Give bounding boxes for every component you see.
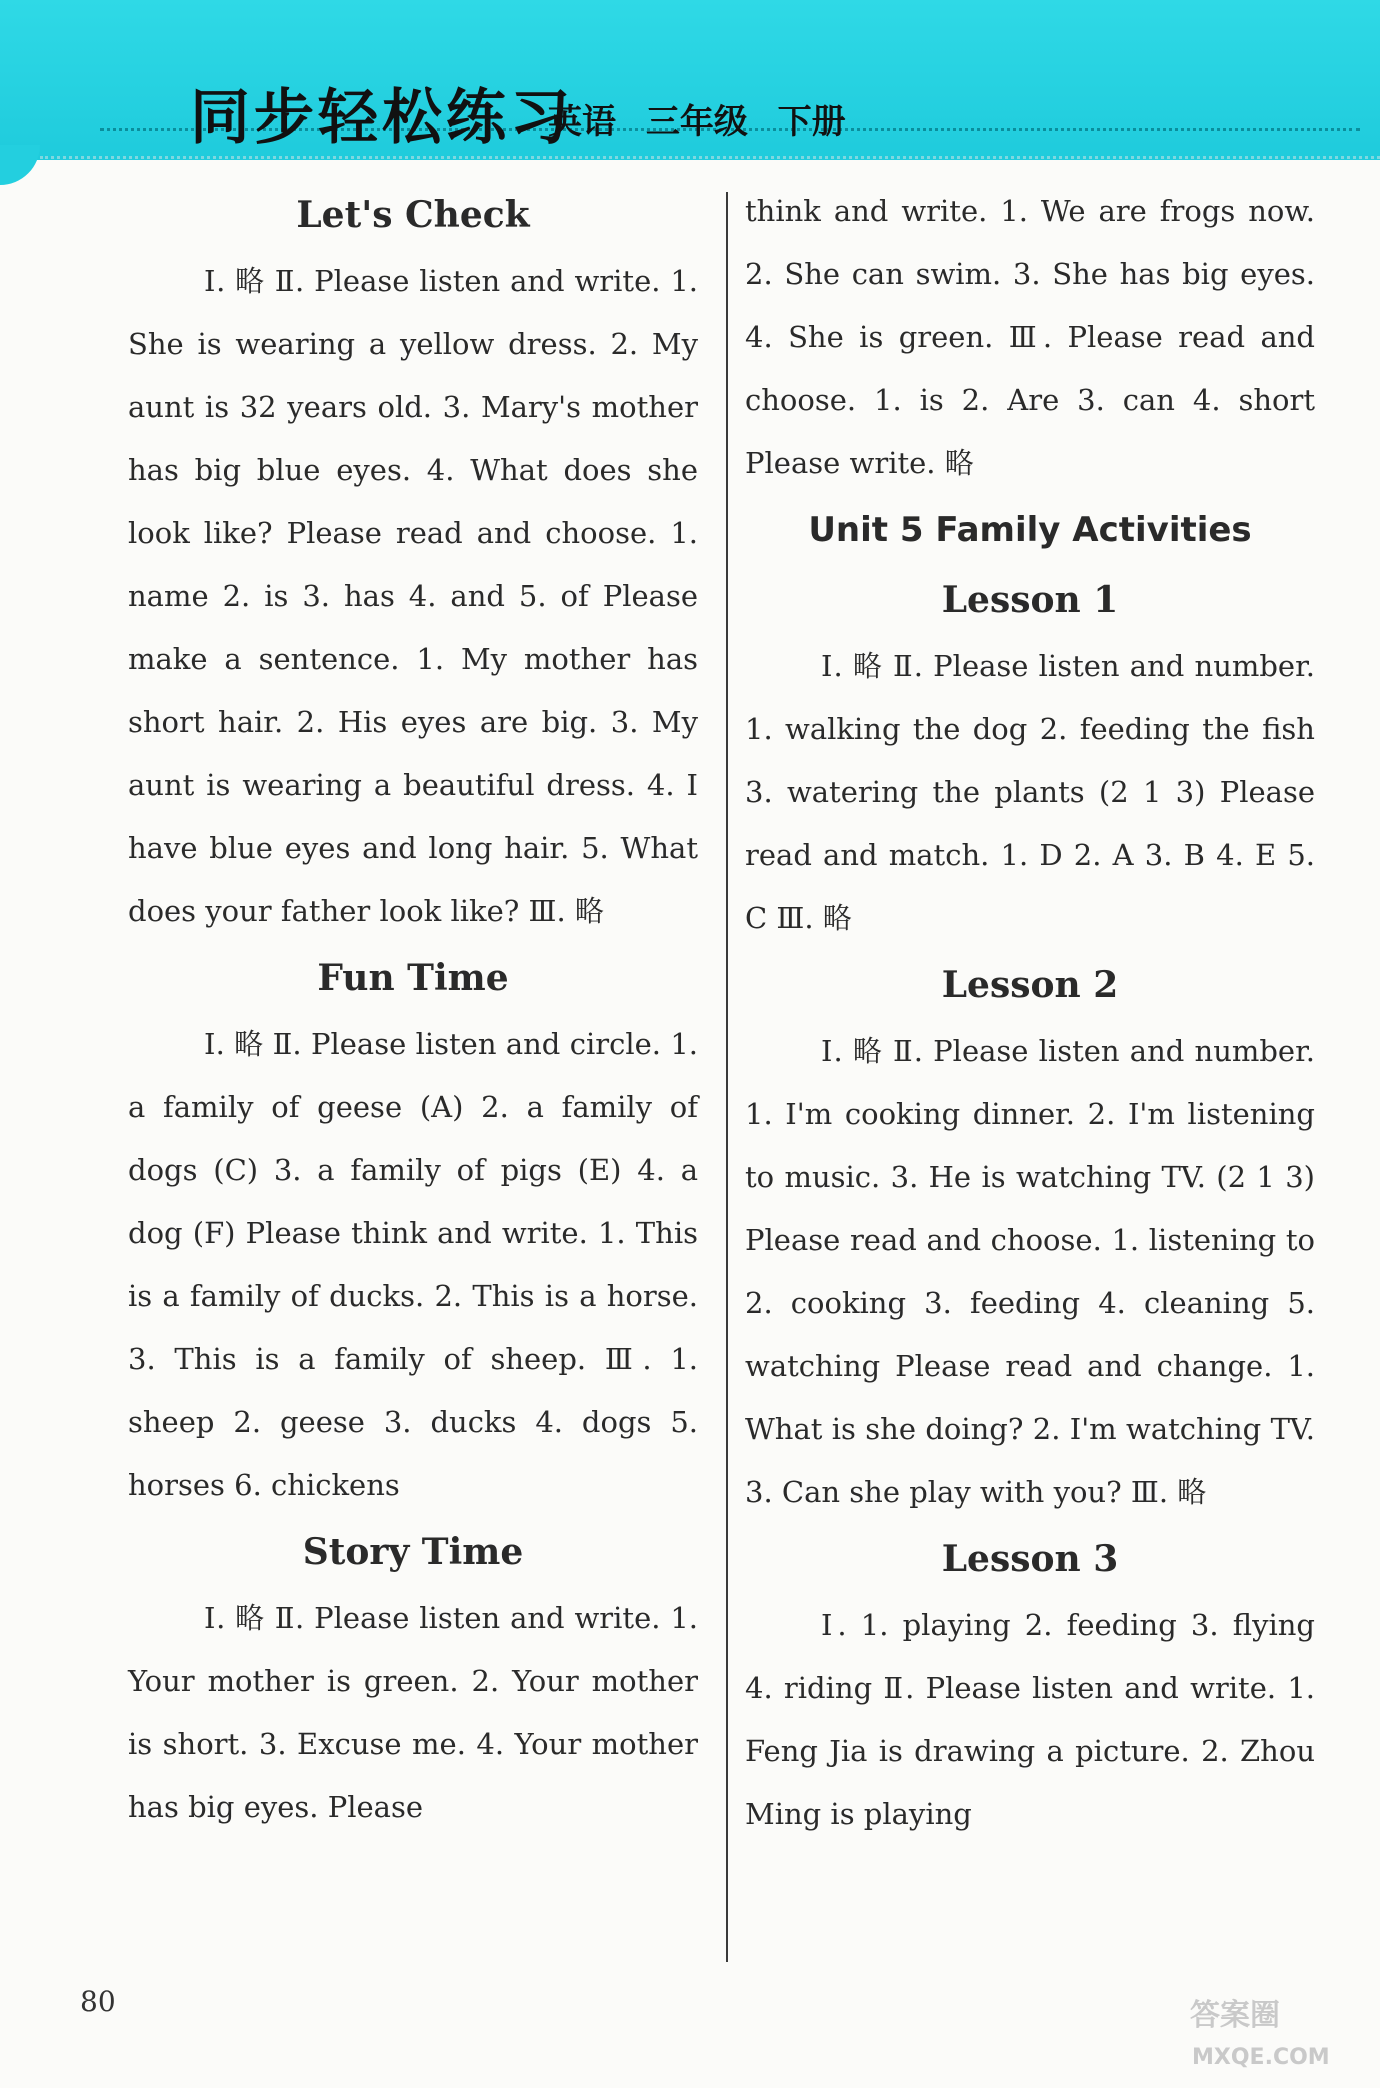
section-title-lets-check: Let's Check [296, 194, 530, 236]
answers-lesson-3: Ⅰ. 1. playing 2. feeding 3. flying 4. riding Ⅱ. Please listen and write. 1. Feng Jia is drawing a picture. 2. Zhou Ming is playing [745, 1608, 1315, 1831]
header-bottom-rule [40, 156, 1380, 159]
answers-fun-time: Ⅰ. 略 Ⅱ. Please listen and circle. 1. a family of geese (A) 2. a family of dogs (C) 3. a family of pigs (E) 4. a dog (F) Please think and write. 1. This is a family of ducks. 2. This is a horse. 3. This is a family of sheep. Ⅲ. 1. sheep 2. geese 3. ducks 4. dogs 5. horses 6. chickens [128, 1027, 698, 1502]
answers-story-time: Ⅰ. 略 Ⅱ. Please listen and write. 1. Your mother is green. 2. Your mother is short. 3. Excuse me. 4. Your mother has big eyes. Please [128, 1601, 698, 1824]
watermark-url: MXQE.COM [1192, 2045, 1330, 2070]
book-title: 同步轻松练习 [190, 83, 574, 153]
answers-lesson-2: Ⅰ. 略 Ⅱ. Please listen and number. 1. I'm cooking dinner. 2. I'm listening to music. 3. He is watching TV. (2 1 3) Please read and choose. 1. listening to 2. cooking 3. feeding 4. cleaning 5. watching Please read and change. 1. What is she doing? 2. I'm watching TV. 3. Can she play with you? Ⅲ. 略 [745, 1034, 1315, 1509]
book-subtitle: 英语 三年级 下册 [548, 102, 846, 142]
answers-lesson-1: Ⅰ. 略 Ⅱ. Please listen and number. 1. walking the dog 2. feeding the fish 3. watering the plants (2 1 3) Please read and match. 1. D 2. A 3. B 4. E 5. C Ⅲ. 略 [745, 649, 1315, 935]
header-notch [0, 145, 40, 185]
section-title-lesson-2: Lesson 2 [941, 964, 1119, 1006]
answers-story-time-continued: think and write. 1. We are frogs now. 2. She can swim. 3. She has big eyes. 4. She is green. Ⅲ. Please read and choose. 1. is 2. Are 3. can 4. short Please write. 略 [745, 194, 1315, 480]
section-title-lesson-3: Lesson 3 [941, 1538, 1119, 1580]
left-column [128, 180, 698, 1839]
unit-title: Unit 5 Family Activities [808, 510, 1252, 550]
section-title-story-time: Story Time [302, 1531, 524, 1573]
answers-lets-check: Ⅰ. 略 Ⅱ. Please listen and write. 1. She is wearing a yellow dress. 2. My aunt is 32 years old. 3. Mary's mother has big blue eyes. 4. What does she look like? Please read and choose. 1. name 2. is 3. has 4. and 5. of Please make a sentence. 1. My mother has short hair. 2. His eyes are big. 3. My aunt is wearing a beautiful dress. 4. I have blue eyes and long hair. 5. What does your father look like? Ⅲ. 略 [128, 264, 698, 928]
page-number: 80 [80, 1985, 116, 2018]
right-column [745, 180, 1315, 1846]
column-divider [726, 192, 728, 1962]
section-title-fun-time: Fun Time [317, 957, 509, 999]
section-title-lesson-1: Lesson 1 [941, 579, 1119, 621]
watermark-logo: 答案圈 [1190, 1998, 1280, 2033]
